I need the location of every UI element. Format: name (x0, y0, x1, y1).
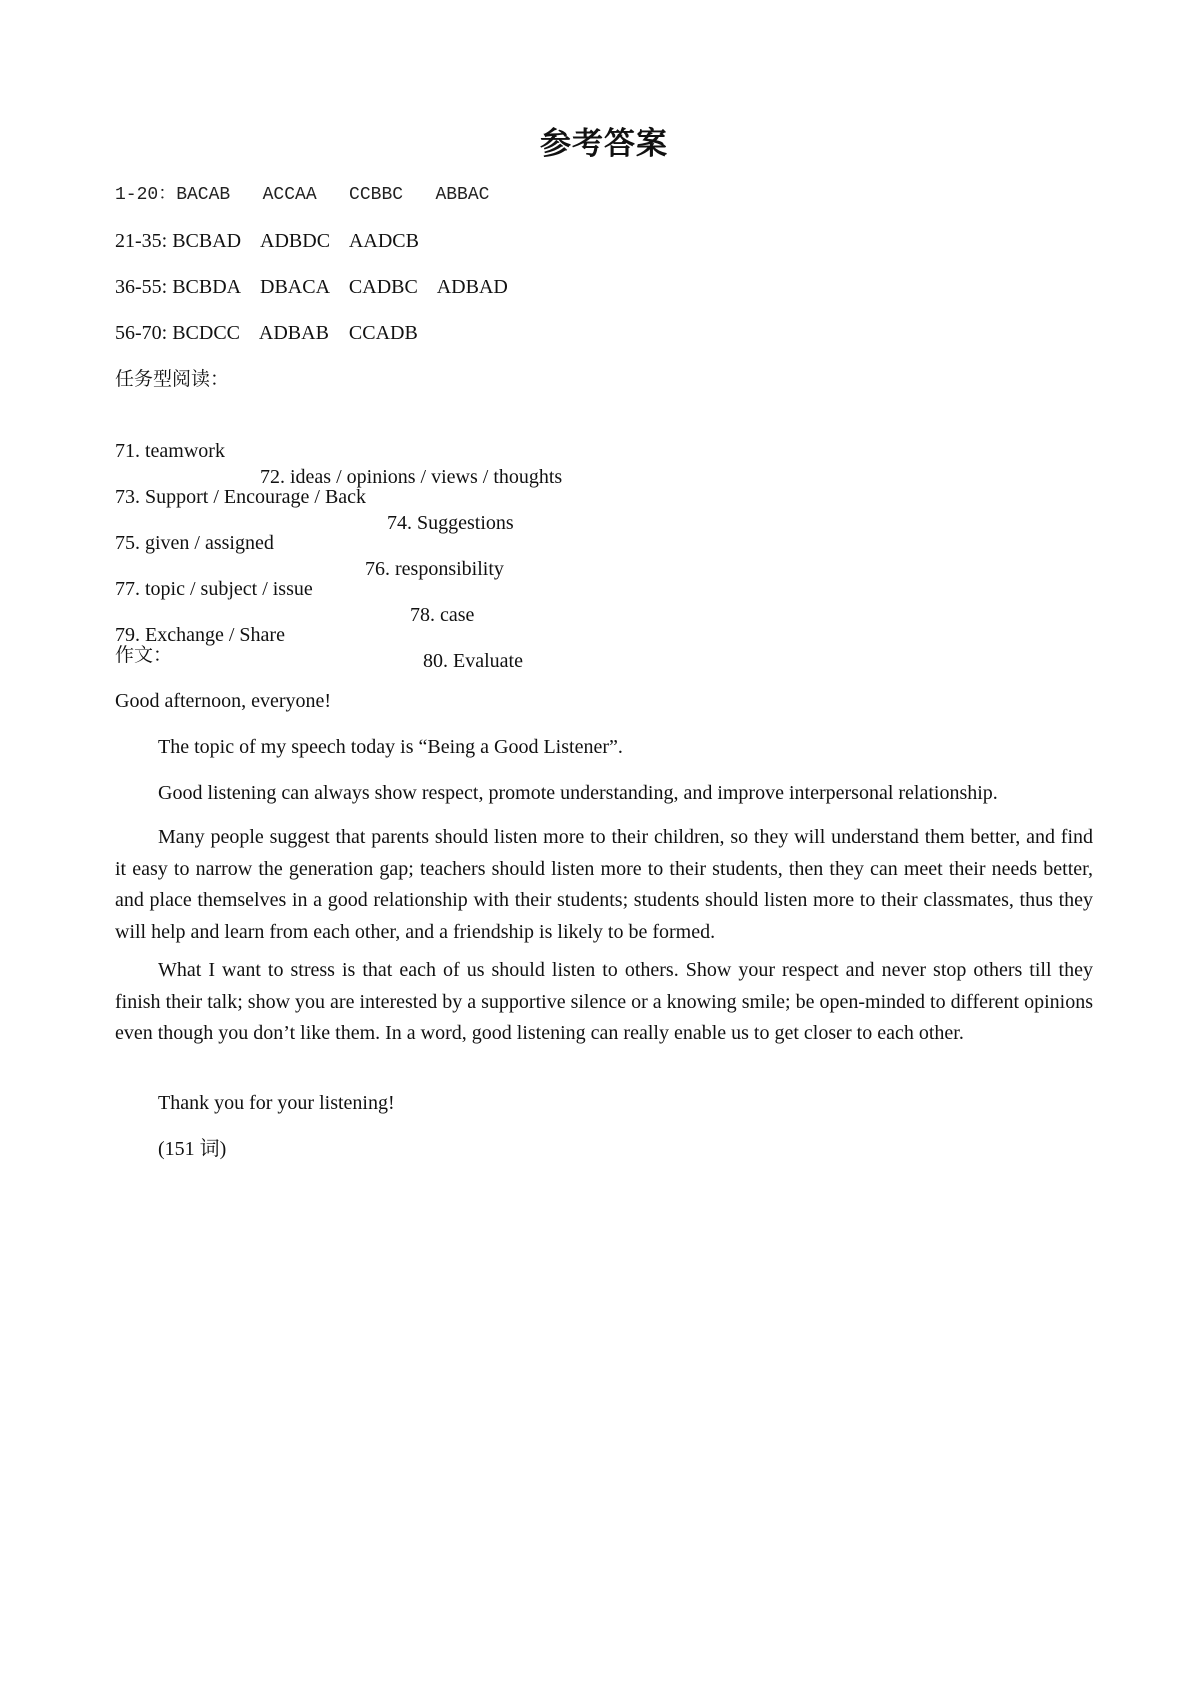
answers-36-55: 36-55: BCBDA DBACA CADBC ADBAD (115, 276, 508, 298)
essay-word-count: (151 词) (158, 1138, 227, 1160)
essay-paragraph-4: What I want to stress is that each of us should listen to others. Show your respect and never stop others till they finish their talk; show you are interested by a supportive silence or a knowing smile; be open-minded to different opinions even though you don’t like them. In a word, good listening can really enable us to get closer to each other. (115, 959, 1093, 1044)
answer-75: 75. given / assigned (115, 532, 274, 554)
essay-closing: Thank you for your listening! (158, 1092, 395, 1114)
essay-paragraph-2: Good listening can always show respect, promote understanding, and improve interpersonal relationship. (158, 782, 998, 804)
answer-72: 72. ideas / opinions / views / thoughts (260, 466, 563, 488)
answers-56-70: 56-70: BCDCC ADBAB CCADB (115, 322, 418, 344)
answers-21-35: 21-35: BCBAD ADBDC AADCB (115, 230, 419, 252)
essay-paragraph-1: The topic of my speech today is “Being a Good Listener”. (158, 736, 623, 758)
essay-paragraph-3: Many people suggest that parents should listen more to their children, so they will understand them better, and find it easy to narrow the generation gap; teachers should listen more to their students, then they can meet their needs better, and place themselves in a good relationship with their students; students should listen more to their classmates, thus they will help and learn from each other, and a friendship is likely to be formed. (115, 826, 1093, 943)
essay-greeting: Good afternoon, everyone! (115, 690, 332, 712)
answer-74: 74. Suggestions (387, 512, 514, 534)
essay-heading: 作文： (115, 644, 173, 666)
answer-79: 79. Exchange / Share (115, 624, 285, 646)
answer-71: 71. teamwork (115, 440, 225, 462)
answer-80: 80. Evaluate (423, 650, 523, 672)
answers-1-20: 1-20：BACAB ACCAA CCBBC ABBAC (115, 185, 490, 205)
answer-73: 73. Support / Encourage / Back (115, 486, 367, 508)
answer-77: 77. topic / subject / issue (115, 578, 313, 600)
page-title: 参考答案 (540, 126, 668, 162)
answer-76: 76. responsibility (365, 558, 504, 580)
task-reading-heading: 任务型阅读： (115, 368, 230, 390)
answer-78: 78. case (410, 604, 475, 626)
